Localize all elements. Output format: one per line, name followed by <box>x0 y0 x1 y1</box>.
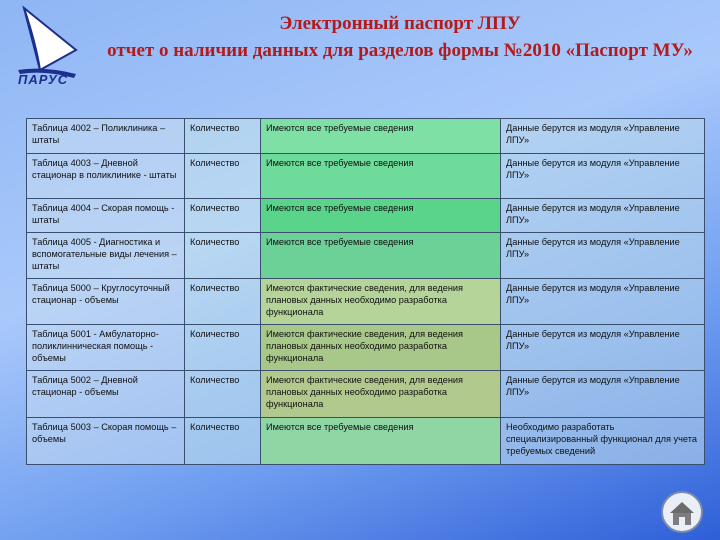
status-cell: Имеются все требуемые сведения <box>261 154 501 199</box>
table-name-cell: Таблица 4004 – Скорая помощь - штаты <box>27 199 185 233</box>
source-cell: Данные берутся из модуля «Управление ЛПУ» <box>501 154 705 199</box>
logo-text: ПАРУС <box>18 72 69 87</box>
parus-logo <box>14 4 84 90</box>
table-name-cell: Таблица 5000 – Круглосуточный стационар - объемы <box>27 279 185 325</box>
table-name-cell: Таблица 5003 – Скорая помощь – объемы <box>27 418 185 465</box>
status-cell: Имеются все требуемые сведения <box>261 199 501 233</box>
measure-cell: Количество <box>185 233 261 279</box>
source-cell: Необходимо разработать специализированный функционал для учета требуемых сведений <box>501 418 705 465</box>
table-row <box>27 325 705 371</box>
table-name-cell: Таблица 5001 - Амбулаторно-поликлинническая помощь - объемы <box>27 325 185 371</box>
status-cell: Имеются все требуемые сведения <box>261 119 501 154</box>
source-cell: Данные берутся из модуля «Управление ЛПУ» <box>501 325 705 371</box>
measure-cell: Количество <box>185 325 261 371</box>
title-line-2: отчет о наличии данных для разделов формы №2010 «Паспорт МУ» <box>107 40 693 61</box>
status-cell: Имеются фактические сведения, для ведения плановых данных необходимо разработка функционала <box>261 325 501 371</box>
measure-cell: Количество <box>185 279 261 325</box>
table-name-cell: Таблица 4002 – Поликлиника – штаты <box>27 119 185 154</box>
measure-cell: Количество <box>185 119 261 154</box>
status-cell: Имеются все требуемые сведения <box>261 418 501 465</box>
table-row <box>27 418 705 465</box>
table-name-cell: Таблица 4003 – Дневной стационар в поликлинике - штаты <box>27 154 185 199</box>
status-cell: Имеются фактические сведения, для ведения плановых данных необходимо разработка функционала <box>261 371 501 418</box>
table-row <box>27 199 705 233</box>
source-cell: Данные берутся из модуля «Управление ЛПУ» <box>501 233 705 279</box>
table-row <box>27 154 705 199</box>
source-cell: Данные берутся из модуля «Управление ЛПУ» <box>501 371 705 418</box>
table-row <box>27 119 705 154</box>
status-cell: Имеются фактические сведения, для ведения плановых данных необходимо разработка функционала <box>261 279 501 325</box>
data-table <box>26 118 704 465</box>
measure-cell: Количество <box>185 371 261 418</box>
page-title <box>90 10 710 64</box>
home-icon <box>658 490 706 534</box>
table-name-cell: Таблица 4005 - Диагностика и вспомогательные виды лечения – штаты <box>27 233 185 279</box>
source-cell: Данные берутся из модуля «Управление ЛПУ» <box>501 279 705 325</box>
measure-cell: Количество <box>185 154 261 199</box>
table-row <box>27 279 705 325</box>
source-cell: Данные берутся из модуля «Управление ЛПУ» <box>501 199 705 233</box>
table-row <box>27 233 705 279</box>
table-row <box>27 371 705 418</box>
title-line-1: Электронный паспорт ЛПУ <box>279 13 521 34</box>
source-cell: Данные берутся из модуля «Управление ЛПУ» <box>501 119 705 154</box>
table-name-cell: Таблица 5002 – Дневной стационар - объемы <box>27 371 185 418</box>
measure-cell: Количество <box>185 199 261 233</box>
home-button[interactable] <box>658 490 706 534</box>
measure-cell: Количество <box>185 418 261 465</box>
status-cell: Имеются все требуемые сведения <box>261 233 501 279</box>
